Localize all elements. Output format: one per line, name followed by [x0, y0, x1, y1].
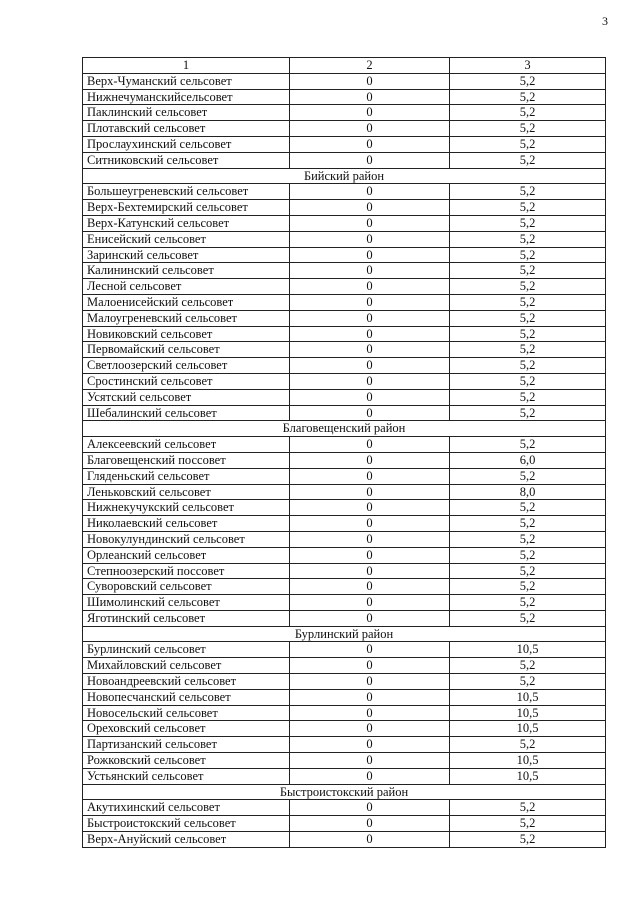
column-2-value: 0	[290, 705, 450, 721]
settlement-name: Благовещенский поссовет	[83, 452, 290, 468]
column-2-value: 0	[290, 674, 450, 690]
column-header-1: 1	[83, 58, 290, 74]
settlement-name: Сростинский сельсовет	[83, 373, 290, 389]
settlement-name: Устьянский сельсовет	[83, 768, 290, 784]
column-3-value: 10,5	[450, 721, 606, 737]
table-row	[83, 373, 606, 389]
settlement-name: Николаевский сельсовет	[83, 516, 290, 532]
table-row	[83, 136, 606, 152]
column-2-value: 0	[290, 152, 450, 168]
column-2-value: 0	[290, 279, 450, 295]
column-2-value: 0	[290, 389, 450, 405]
table-row	[83, 437, 606, 453]
column-2-value: 0	[290, 200, 450, 216]
table-row	[83, 816, 606, 832]
settlement-name: Рожковский сельсовет	[83, 753, 290, 769]
settlement-name: Верх-Чуманский сельсовет	[83, 73, 290, 89]
column-2-value: 0	[290, 247, 450, 263]
column-header-3: 3	[450, 58, 606, 74]
column-3-value: 5,2	[450, 310, 606, 326]
column-2-value: 0	[290, 358, 450, 374]
column-3-value: 5,2	[450, 610, 606, 626]
column-2-value: 0	[290, 310, 450, 326]
column-3-value: 5,2	[450, 832, 606, 848]
column-2-value: 0	[290, 800, 450, 816]
settlement-name: Плотавский сельсовет	[83, 121, 290, 137]
column-2-value: 0	[290, 263, 450, 279]
column-2-value: 0	[290, 816, 450, 832]
table-row	[83, 705, 606, 721]
column-3-value: 5,2	[450, 563, 606, 579]
column-3-value: 5,2	[450, 105, 606, 121]
column-3-value: 10,5	[450, 689, 606, 705]
table-row	[83, 579, 606, 595]
column-2-value: 0	[290, 373, 450, 389]
column-2-value: 0	[290, 452, 450, 468]
table-row	[83, 263, 606, 279]
settlement-name: Первомайский сельсовет	[83, 342, 290, 358]
settlement-name: Новосельский сельсовет	[83, 705, 290, 721]
settlement-name: Леньковский сельсовет	[83, 484, 290, 500]
table-row	[83, 689, 606, 705]
table-row	[83, 326, 606, 342]
column-3-value: 5,2	[450, 231, 606, 247]
table-row	[83, 563, 606, 579]
settlement-name: Орлеанский сельсовет	[83, 547, 290, 563]
table-row	[83, 247, 606, 263]
column-2-value: 0	[290, 342, 450, 358]
column-3-value: 5,2	[450, 468, 606, 484]
settlement-name: Верх-Бехтемирский сельсовет	[83, 200, 290, 216]
column-2-value: 0	[290, 136, 450, 152]
table-row	[83, 105, 606, 121]
table-row	[83, 610, 606, 626]
column-3-value: 5,2	[450, 579, 606, 595]
column-2-value: 0	[290, 215, 450, 231]
column-3-value: 5,2	[450, 279, 606, 295]
section-title: Быстроистокский район	[83, 784, 606, 800]
column-3-value: 5,2	[450, 215, 606, 231]
table-row	[83, 674, 606, 690]
column-2-value: 0	[290, 832, 450, 848]
settlement-name: Усятский сельсовет	[83, 389, 290, 405]
settlement-name: Новоандреевский сельсовет	[83, 674, 290, 690]
column-2-value: 0	[290, 658, 450, 674]
settlement-name: Бурлинский сельсовет	[83, 642, 290, 658]
column-2-value: 0	[290, 468, 450, 484]
table-row	[83, 800, 606, 816]
settlement-name: Нижнечуманскийсельсовет	[83, 89, 290, 105]
table-row	[83, 721, 606, 737]
column-3-value: 5,2	[450, 358, 606, 374]
settlement-name: Новиковский сельсовет	[83, 326, 290, 342]
settlement-name: Прослаухинский сельсовет	[83, 136, 290, 152]
settlement-name: Шебалинский сельсовет	[83, 405, 290, 421]
column-2-value: 0	[290, 689, 450, 705]
settlement-name: Большеугреневский сельсовет	[83, 184, 290, 200]
column-2-value: 0	[290, 642, 450, 658]
table-row	[83, 294, 606, 310]
column-2-value: 0	[290, 595, 450, 611]
column-3-value: 10,5	[450, 642, 606, 658]
column-3-value: 5,2	[450, 263, 606, 279]
settlement-name: Алексеевский сельсовет	[83, 437, 290, 453]
column-3-value: 5,2	[450, 121, 606, 137]
column-3-value: 5,2	[450, 373, 606, 389]
column-3-value: 10,5	[450, 768, 606, 784]
column-3-value: 5,2	[450, 184, 606, 200]
settlement-name: Лесной сельсовет	[83, 279, 290, 295]
column-2-value: 0	[290, 500, 450, 516]
column-2-value: 0	[290, 121, 450, 137]
column-3-value: 5,2	[450, 136, 606, 152]
data-table	[82, 57, 606, 848]
column-2-value: 0	[290, 484, 450, 500]
column-2-value: 0	[290, 768, 450, 784]
table-row	[83, 468, 606, 484]
table-row	[83, 389, 606, 405]
column-2-value: 0	[290, 294, 450, 310]
column-2-value: 0	[290, 547, 450, 563]
settlement-name: Верх-Ануйский сельсовет	[83, 832, 290, 848]
column-3-value: 5,2	[450, 89, 606, 105]
table-row	[83, 152, 606, 168]
table-row	[83, 215, 606, 231]
column-3-value: 10,5	[450, 753, 606, 769]
settlement-name: Енисейский сельсовет	[83, 231, 290, 247]
settlement-name: Суворовский сельсовет	[83, 579, 290, 595]
column-3-value: 10,5	[450, 705, 606, 721]
column-3-value: 6,0	[450, 452, 606, 468]
column-2-value: 0	[290, 737, 450, 753]
settlement-name: Степноозерский поссовет	[83, 563, 290, 579]
column-2-value: 0	[290, 721, 450, 737]
column-2-value: 0	[290, 531, 450, 547]
column-3-value: 5,2	[450, 531, 606, 547]
settlement-name: Акутихинский сельсовет	[83, 800, 290, 816]
section-row	[83, 168, 606, 184]
settlement-name: Верх-Катунский сельсовет	[83, 215, 290, 231]
column-2-value: 0	[290, 516, 450, 532]
column-3-value: 5,2	[450, 800, 606, 816]
settlement-name: Ореховский сельсовет	[83, 721, 290, 737]
column-3-value: 5,2	[450, 816, 606, 832]
column-3-value: 5,2	[450, 658, 606, 674]
column-2-value: 0	[290, 231, 450, 247]
table-row	[83, 405, 606, 421]
column-2-value: 0	[290, 405, 450, 421]
settlement-name: Малоугреневский сельсовет	[83, 310, 290, 326]
table-row	[83, 531, 606, 547]
table-row	[83, 89, 606, 105]
table-row	[83, 595, 606, 611]
section-title: Бурлинский район	[83, 626, 606, 642]
column-3-value: 5,2	[450, 405, 606, 421]
settlement-name: Новопесчанский сельсовет	[83, 689, 290, 705]
table-row	[83, 768, 606, 784]
column-2-value: 0	[290, 184, 450, 200]
column-3-value: 5,2	[450, 595, 606, 611]
settlement-name: Паклинский сельсовет	[83, 105, 290, 121]
settlement-name: Партизанский сельсовет	[83, 737, 290, 753]
table-row	[83, 121, 606, 137]
settlement-name: Шимолинский сельсовет	[83, 595, 290, 611]
column-2-value: 0	[290, 105, 450, 121]
column-3-value: 5,2	[450, 200, 606, 216]
table-row	[83, 737, 606, 753]
column-3-value: 5,2	[450, 547, 606, 563]
table-row	[83, 358, 606, 374]
column-2-value: 0	[290, 73, 450, 89]
table-row	[83, 832, 606, 848]
column-2-value: 0	[290, 326, 450, 342]
table-row	[83, 500, 606, 516]
table-row	[83, 342, 606, 358]
column-2-value: 0	[290, 89, 450, 105]
settlement-name: Малоенисейский сельсовет	[83, 294, 290, 310]
column-2-value: 0	[290, 753, 450, 769]
settlement-name: Яготинский сельсовет	[83, 610, 290, 626]
section-row	[83, 626, 606, 642]
column-2-value: 0	[290, 579, 450, 595]
column-3-value: 5,2	[450, 737, 606, 753]
settlement-name: Светлоозерский сельсовет	[83, 358, 290, 374]
column-3-value: 5,2	[450, 674, 606, 690]
column-3-value: 5,2	[450, 73, 606, 89]
column-3-value: 5,2	[450, 437, 606, 453]
section-title: Благовещенский район	[83, 421, 606, 437]
column-3-value: 5,2	[450, 389, 606, 405]
table-row	[83, 452, 606, 468]
column-2-value: 0	[290, 437, 450, 453]
section-title: Бийский район	[83, 168, 606, 184]
section-row	[83, 421, 606, 437]
settlement-name: Заринский сельсовет	[83, 247, 290, 263]
settlement-name: Быстроистокский сельсовет	[83, 816, 290, 832]
table-row	[83, 484, 606, 500]
table-row	[83, 279, 606, 295]
column-2-value: 0	[290, 563, 450, 579]
table-row	[83, 753, 606, 769]
column-3-value: 5,2	[450, 152, 606, 168]
column-3-value: 5,2	[450, 247, 606, 263]
settlement-name: Михайловский сельсовет	[83, 658, 290, 674]
column-3-value: 5,2	[450, 516, 606, 532]
table-header-row	[83, 58, 606, 74]
table-row	[83, 310, 606, 326]
column-3-value: 5,2	[450, 342, 606, 358]
settlement-name: Новокулундинский сельсовет	[83, 531, 290, 547]
page-number: 3	[602, 14, 608, 28]
column-3-value: 5,2	[450, 294, 606, 310]
table-row	[83, 184, 606, 200]
column-3-value: 8,0	[450, 484, 606, 500]
table-body	[83, 73, 606, 847]
table-row	[83, 642, 606, 658]
table-row	[83, 658, 606, 674]
table-row	[83, 231, 606, 247]
section-row	[83, 784, 606, 800]
table-row	[83, 200, 606, 216]
table-row	[83, 73, 606, 89]
column-2-value: 0	[290, 610, 450, 626]
settlement-name: Гляденьский сельсовет	[83, 468, 290, 484]
column-header-2: 2	[290, 58, 450, 74]
column-3-value: 5,2	[450, 326, 606, 342]
column-3-value: 5,2	[450, 500, 606, 516]
table-row	[83, 547, 606, 563]
settlement-name: Нижнекучукский сельсовет	[83, 500, 290, 516]
settlement-name: Ситниковский сельсовет	[83, 152, 290, 168]
settlement-name: Калининский сельсовет	[83, 263, 290, 279]
table-row	[83, 516, 606, 532]
